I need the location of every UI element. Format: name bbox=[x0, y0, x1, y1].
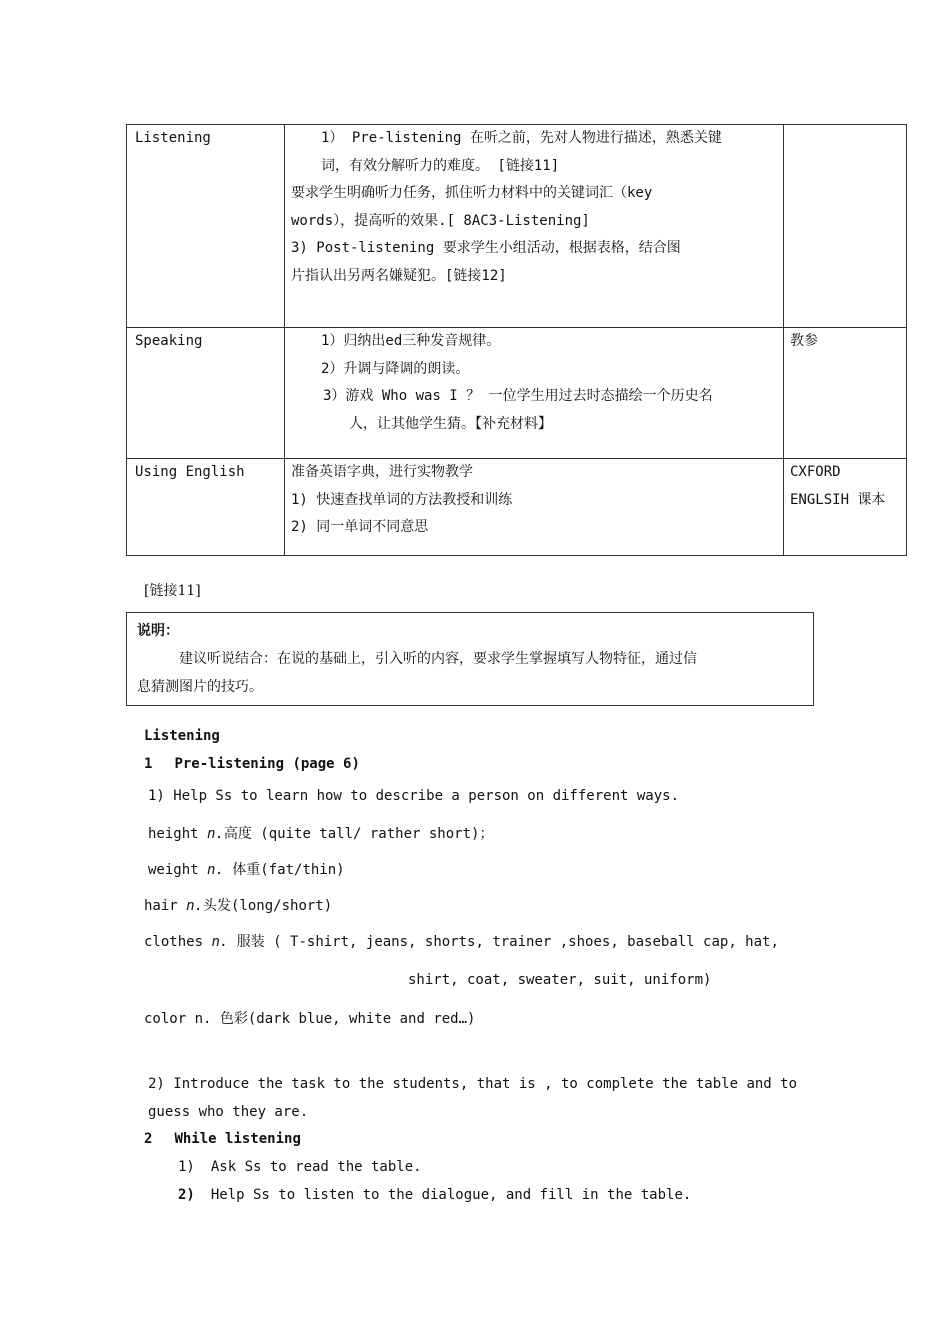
resource-line: CXFORD bbox=[790, 464, 841, 480]
table-row bbox=[127, 125, 907, 328]
vocab-pos: n. bbox=[194, 1011, 212, 1027]
list-item-number: 1) bbox=[178, 1159, 195, 1175]
content-heading: Listening bbox=[144, 728, 220, 744]
step-text: 2) Introduce the task to the students, that is , to complete the table and to bbox=[148, 1076, 798, 1092]
activity-line: 2）升调与降调的朗读。 bbox=[321, 360, 470, 377]
note-body-line: 建议听说结合：在说的基础上，引入听的内容，要求学生掌握填写人物特征，通过信 bbox=[179, 651, 697, 667]
activity-line: words），提高听的效果.[ 8AC3-Listening] bbox=[291, 212, 590, 229]
activity-line: 词，有效分解听力的难度。 [链接11] bbox=[321, 157, 560, 174]
section-number: 2 bbox=[144, 1131, 153, 1147]
activity-line: 1）归纳出ed三种发音规律。 bbox=[321, 333, 501, 349]
activity-line: 1) 快速查找单词的方法教授和训练 bbox=[291, 491, 513, 508]
vocab-meaning: 高度 (quite tall/ rather short)； bbox=[223, 826, 494, 842]
section-cell: Listening bbox=[127, 125, 285, 328]
activity-line: 3) Post-listening 要求学生小组活动，根据表格，结合图 bbox=[291, 240, 681, 256]
table-row bbox=[127, 459, 907, 556]
vocab-meaning: 服装 ( T-shirt, jeans, shorts, trainer ,shoes, baseball cap, hat, bbox=[228, 934, 779, 950]
vocab-pos: n. bbox=[186, 898, 204, 914]
activity-cell bbox=[285, 125, 784, 328]
vocab-meaning: 色彩(dark blue, white and red…) bbox=[211, 1011, 476, 1027]
vocab-word: clothes bbox=[144, 934, 204, 950]
resource-cell bbox=[784, 125, 907, 328]
vocab-meaning: 头发(long/short) bbox=[203, 898, 333, 914]
list-item bbox=[178, 1159, 422, 1175]
activity-line: 3）游戏 Who was I ？ 一位学生用过去时态描绘一个历史名 bbox=[323, 388, 713, 404]
vocab-word: color bbox=[144, 1011, 187, 1027]
vocab-pos: n. bbox=[207, 862, 224, 878]
activity-cell bbox=[285, 328, 784, 459]
note-body-line: 息猜测图片的技巧。 bbox=[137, 679, 263, 695]
vocab-word: hair bbox=[144, 898, 178, 914]
vocab-line bbox=[144, 895, 332, 915]
vocab-word: height bbox=[148, 826, 199, 842]
section-cell: Speaking bbox=[127, 328, 285, 459]
vocab-continuation: shirt, coat, sweater, suit, uniform) bbox=[408, 972, 712, 988]
list-item-text: Help Ss to listen to the dialogue, and fill in the table. bbox=[210, 1187, 692, 1203]
link-label: [链接11] bbox=[144, 583, 201, 599]
note-box bbox=[126, 612, 814, 706]
activity-line: 准备英语字典，进行实物教学 bbox=[291, 464, 473, 480]
activity-line: 人，让其他学生猜。【补充材料】 bbox=[349, 415, 552, 432]
vocab-line bbox=[148, 859, 345, 879]
vocab-pos: n. bbox=[207, 826, 224, 842]
section-title: Pre-listening (page 6) bbox=[174, 756, 360, 772]
vocab-line bbox=[144, 931, 779, 951]
section-cell: Using English bbox=[127, 459, 285, 556]
activity-cell bbox=[285, 459, 784, 556]
list-item bbox=[178, 1187, 691, 1203]
step-text: 1) Help Ss to learn how to describe a person on different ways. bbox=[148, 788, 680, 804]
step-text: guess who they are. bbox=[148, 1104, 309, 1120]
activity-line: 片指认出另两名嫌疑犯。[链接12] bbox=[291, 267, 507, 284]
section-heading bbox=[144, 1131, 301, 1147]
section-heading bbox=[144, 756, 360, 772]
list-item-number: 2) bbox=[178, 1187, 195, 1203]
vocab-line bbox=[148, 823, 493, 843]
section-title: While listening bbox=[174, 1131, 301, 1147]
section-number: 1 bbox=[144, 756, 153, 772]
lesson-plan-table bbox=[126, 124, 907, 556]
resource-cell bbox=[784, 459, 907, 556]
table-row bbox=[127, 328, 907, 459]
activity-line: 1） Pre-listening 在听之前，先对人物进行描述，熟悉关键 bbox=[321, 130, 722, 146]
vocab-line bbox=[144, 1008, 475, 1028]
note-title: 说明： bbox=[137, 623, 179, 639]
activity-line: 2) 同一单词不同意思 bbox=[291, 519, 429, 535]
list-item-text: Ask Ss to read the table. bbox=[210, 1159, 422, 1175]
vocab-pos: n. bbox=[211, 934, 229, 950]
resource-line: ENGLSIH 课本 bbox=[790, 491, 886, 508]
activity-line: 要求学生明确听力任务，抓住听力材料中的关键词汇（key bbox=[291, 185, 653, 201]
vocab-word: weight bbox=[148, 862, 199, 878]
vocab-meaning: 体重(fat/thin) bbox=[223, 862, 345, 878]
resource-cell: 教参 bbox=[784, 328, 907, 459]
